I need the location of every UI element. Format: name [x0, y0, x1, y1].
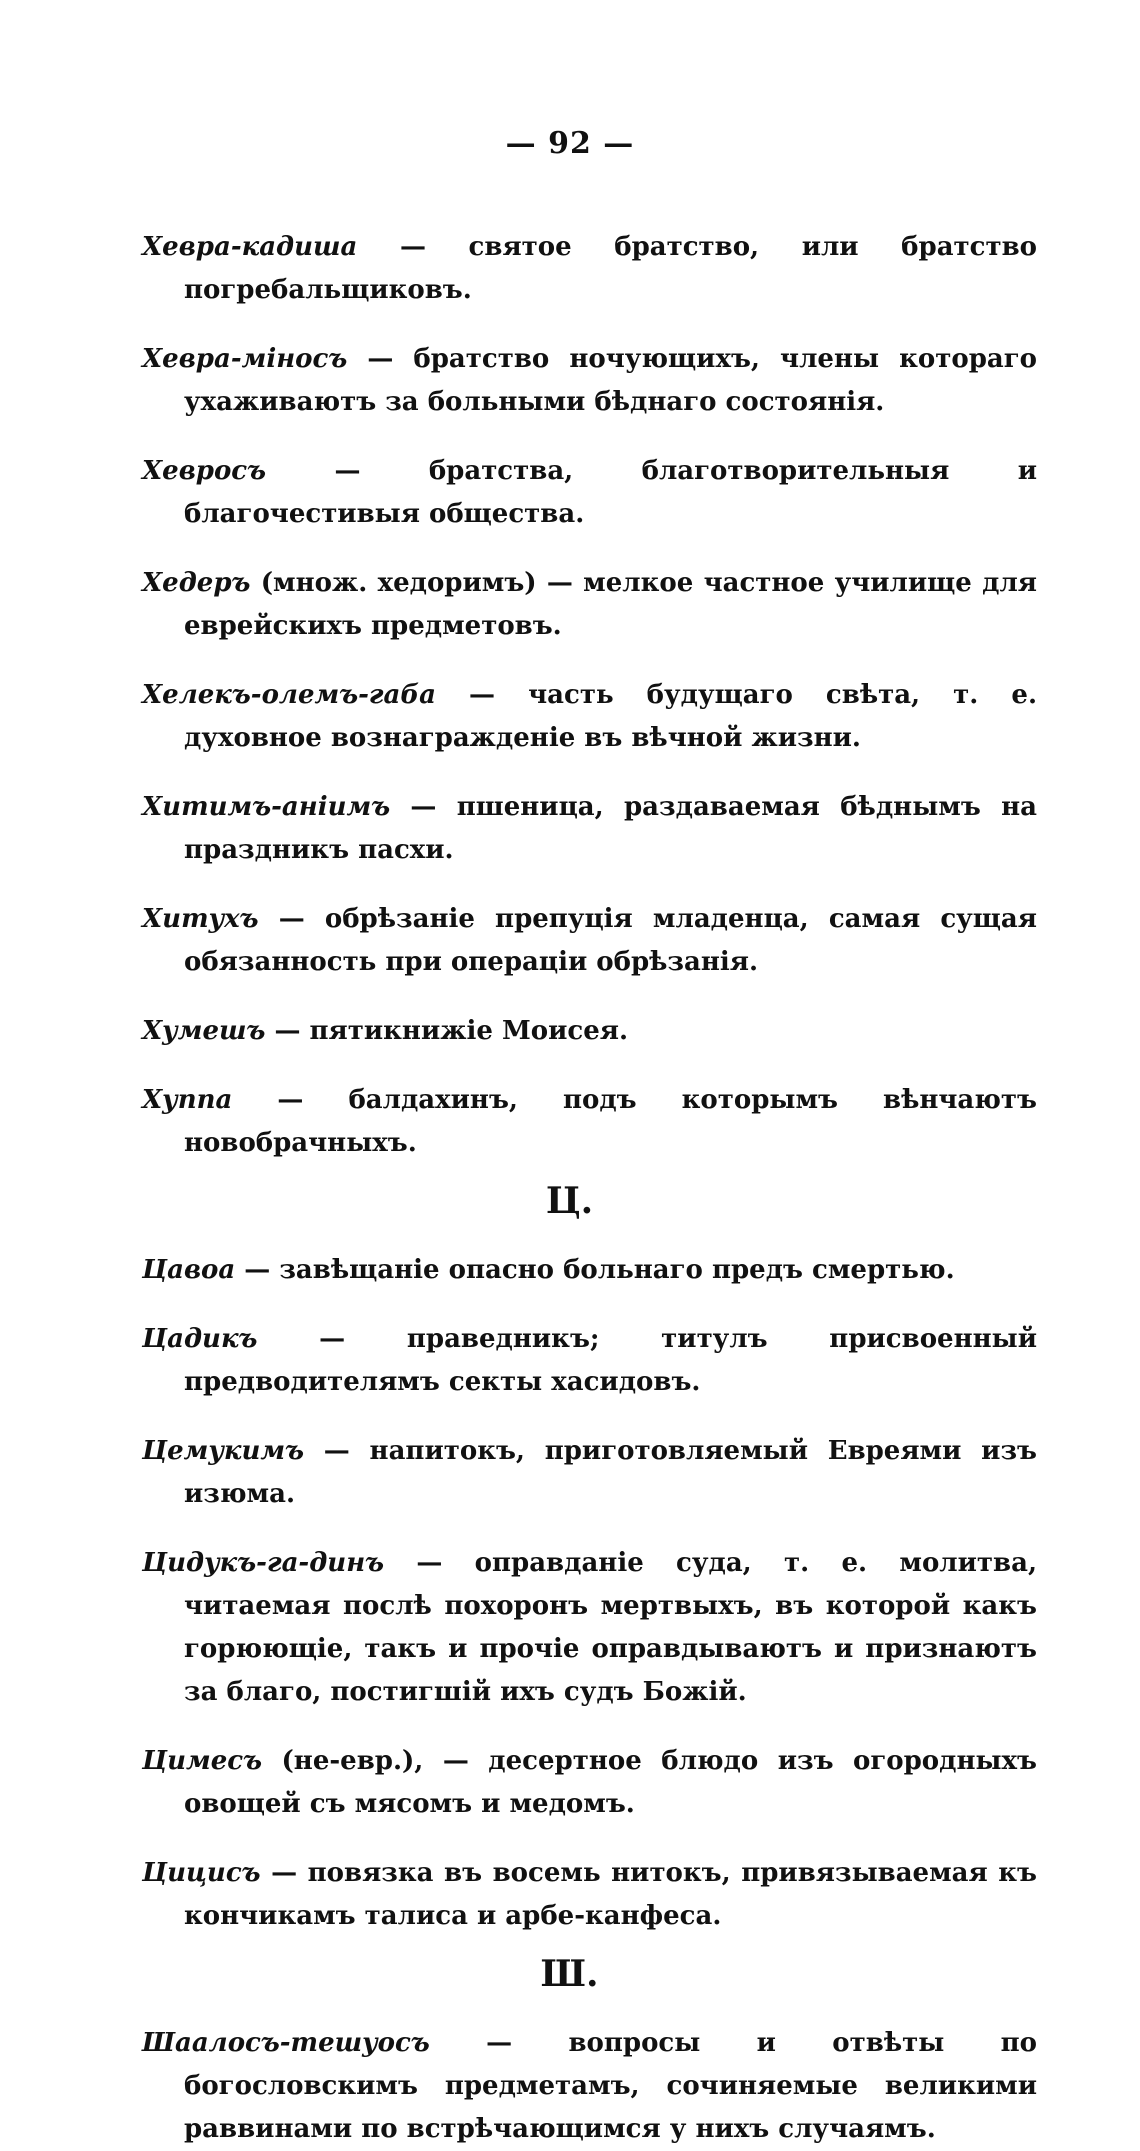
glossary-entry [142, 1852, 1037, 1938]
entry-term: Хевра-кадиша [142, 232, 358, 262]
glossary-entry [142, 898, 1037, 984]
entry-definition: — святое братство, или братство погребальщиковъ. [184, 232, 1037, 305]
section-heading: Ш. [540, 1953, 599, 1995]
entry-term: Хедеръ [142, 568, 251, 598]
entry-term: Хуппа [142, 1085, 233, 1115]
entry-term: Шаалосъ-тешуосъ [142, 2028, 430, 2058]
entry-definition: — братства, благотворительныя и благочестивыя общества. [184, 456, 1037, 529]
glossary-entry [142, 1318, 1037, 1404]
entry-term: Хумешъ [142, 1016, 266, 1046]
glossary-entry [142, 1249, 1037, 1292]
entry-term: Хитимъ-анiимъ [142, 792, 391, 822]
glossary-section-kh [142, 226, 1037, 1165]
entry-definition: — напитокъ, приготовляемый Евреями изъ изюма. [184, 1436, 1037, 1509]
entry-term: Хитухъ [142, 904, 259, 934]
entry-definition: — балдахинъ, подъ которымъ вѣнчаютъ новобрачныхъ. [184, 1085, 1037, 1158]
entry-definition: — обрѣзанiе препуцiя младенца, самая сущая обязанность при операцiи обрѣзанiя. [184, 904, 1037, 977]
entry-definition: — оправданiе суда, т. е. молитва, читаемая послѣ похоронъ мертвыхъ, въ которой какъ горюющiе, такъ и прочiе оправдываютъ и признаютъ за благо, постигшiй ихъ судъ Божiй. [184, 1548, 1037, 1707]
entry-definition: — пшеница, раздаваемая бѣднымъ на праздникъ пасхи. [184, 792, 1037, 865]
glossary-content [142, 200, 1037, 2151]
entry-definition: — братство ночующихъ, члены котораго ухаживаютъ за больными бѣднаго состоянiя. [184, 344, 1037, 417]
section-heading: Ц. [545, 1180, 594, 1222]
entry-term: Хелекъ-олемъ-габа [142, 680, 436, 710]
entry-definition: — часть будущаго свѣта, т. е. духовное вознагражденiе въ вѣчной жизни. [184, 680, 1037, 753]
glossary-entry [142, 786, 1037, 872]
glossary-section-ts [142, 1179, 1037, 1938]
glossary-entry [142, 450, 1037, 536]
glossary-section-sh [142, 1952, 1037, 2151]
glossary-entry [142, 226, 1037, 312]
entry-definition: — завѣщанiе опасно больнаго предъ смертью. [235, 1255, 955, 1285]
glossary-entry [142, 338, 1037, 424]
glossary-entry [142, 562, 1037, 648]
glossary-entry [142, 1542, 1037, 1714]
entry-definition: — праведникъ; титулъ присвоенный предводителямъ секты хасидовъ. [184, 1324, 1037, 1397]
entry-definition: (не-евр.), — десертное блюдо изъ огородныхъ овощей съ мясомъ и медомъ. [184, 1746, 1037, 1819]
entry-term: Цемукимъ [142, 1436, 305, 1466]
page-number: — 92 — [505, 126, 635, 161]
glossary-entry [142, 2022, 1037, 2151]
entry-definition: (множ. хедоримъ) — мелкое частное училище для еврейскихъ предметовъ. [184, 568, 1037, 641]
entry-definition: — повязка въ восемь нитокъ, привязываемая къ кончикамъ талиса и арбе-канфеса. [184, 1858, 1037, 1931]
glossary-entry [142, 1740, 1037, 1826]
entry-term: Цавоа [142, 1255, 236, 1285]
entry-term: Цидукъ-га-динъ [142, 1548, 385, 1578]
entry-term: Хевросъ [142, 456, 267, 486]
glossary-entry [142, 674, 1037, 760]
entry-definition: — вопросы и отвѣты по богословскимъ предметамъ, сочиняемые великими раввинами по встрѣчающимся у нихъ случаямъ. [184, 2028, 1037, 2144]
entry-term: Цимесъ [142, 1746, 263, 1776]
entry-term: Хевра-мiносъ [142, 344, 348, 374]
glossary-entry [142, 1010, 1037, 1053]
glossary-entry [142, 1430, 1037, 1516]
entry-term: Цадикъ [142, 1324, 258, 1354]
entry-term: Цицисъ [142, 1858, 261, 1888]
glossary-entry [142, 1079, 1037, 1165]
entry-definition: — пятикнижiе Моисея. [265, 1016, 628, 1046]
